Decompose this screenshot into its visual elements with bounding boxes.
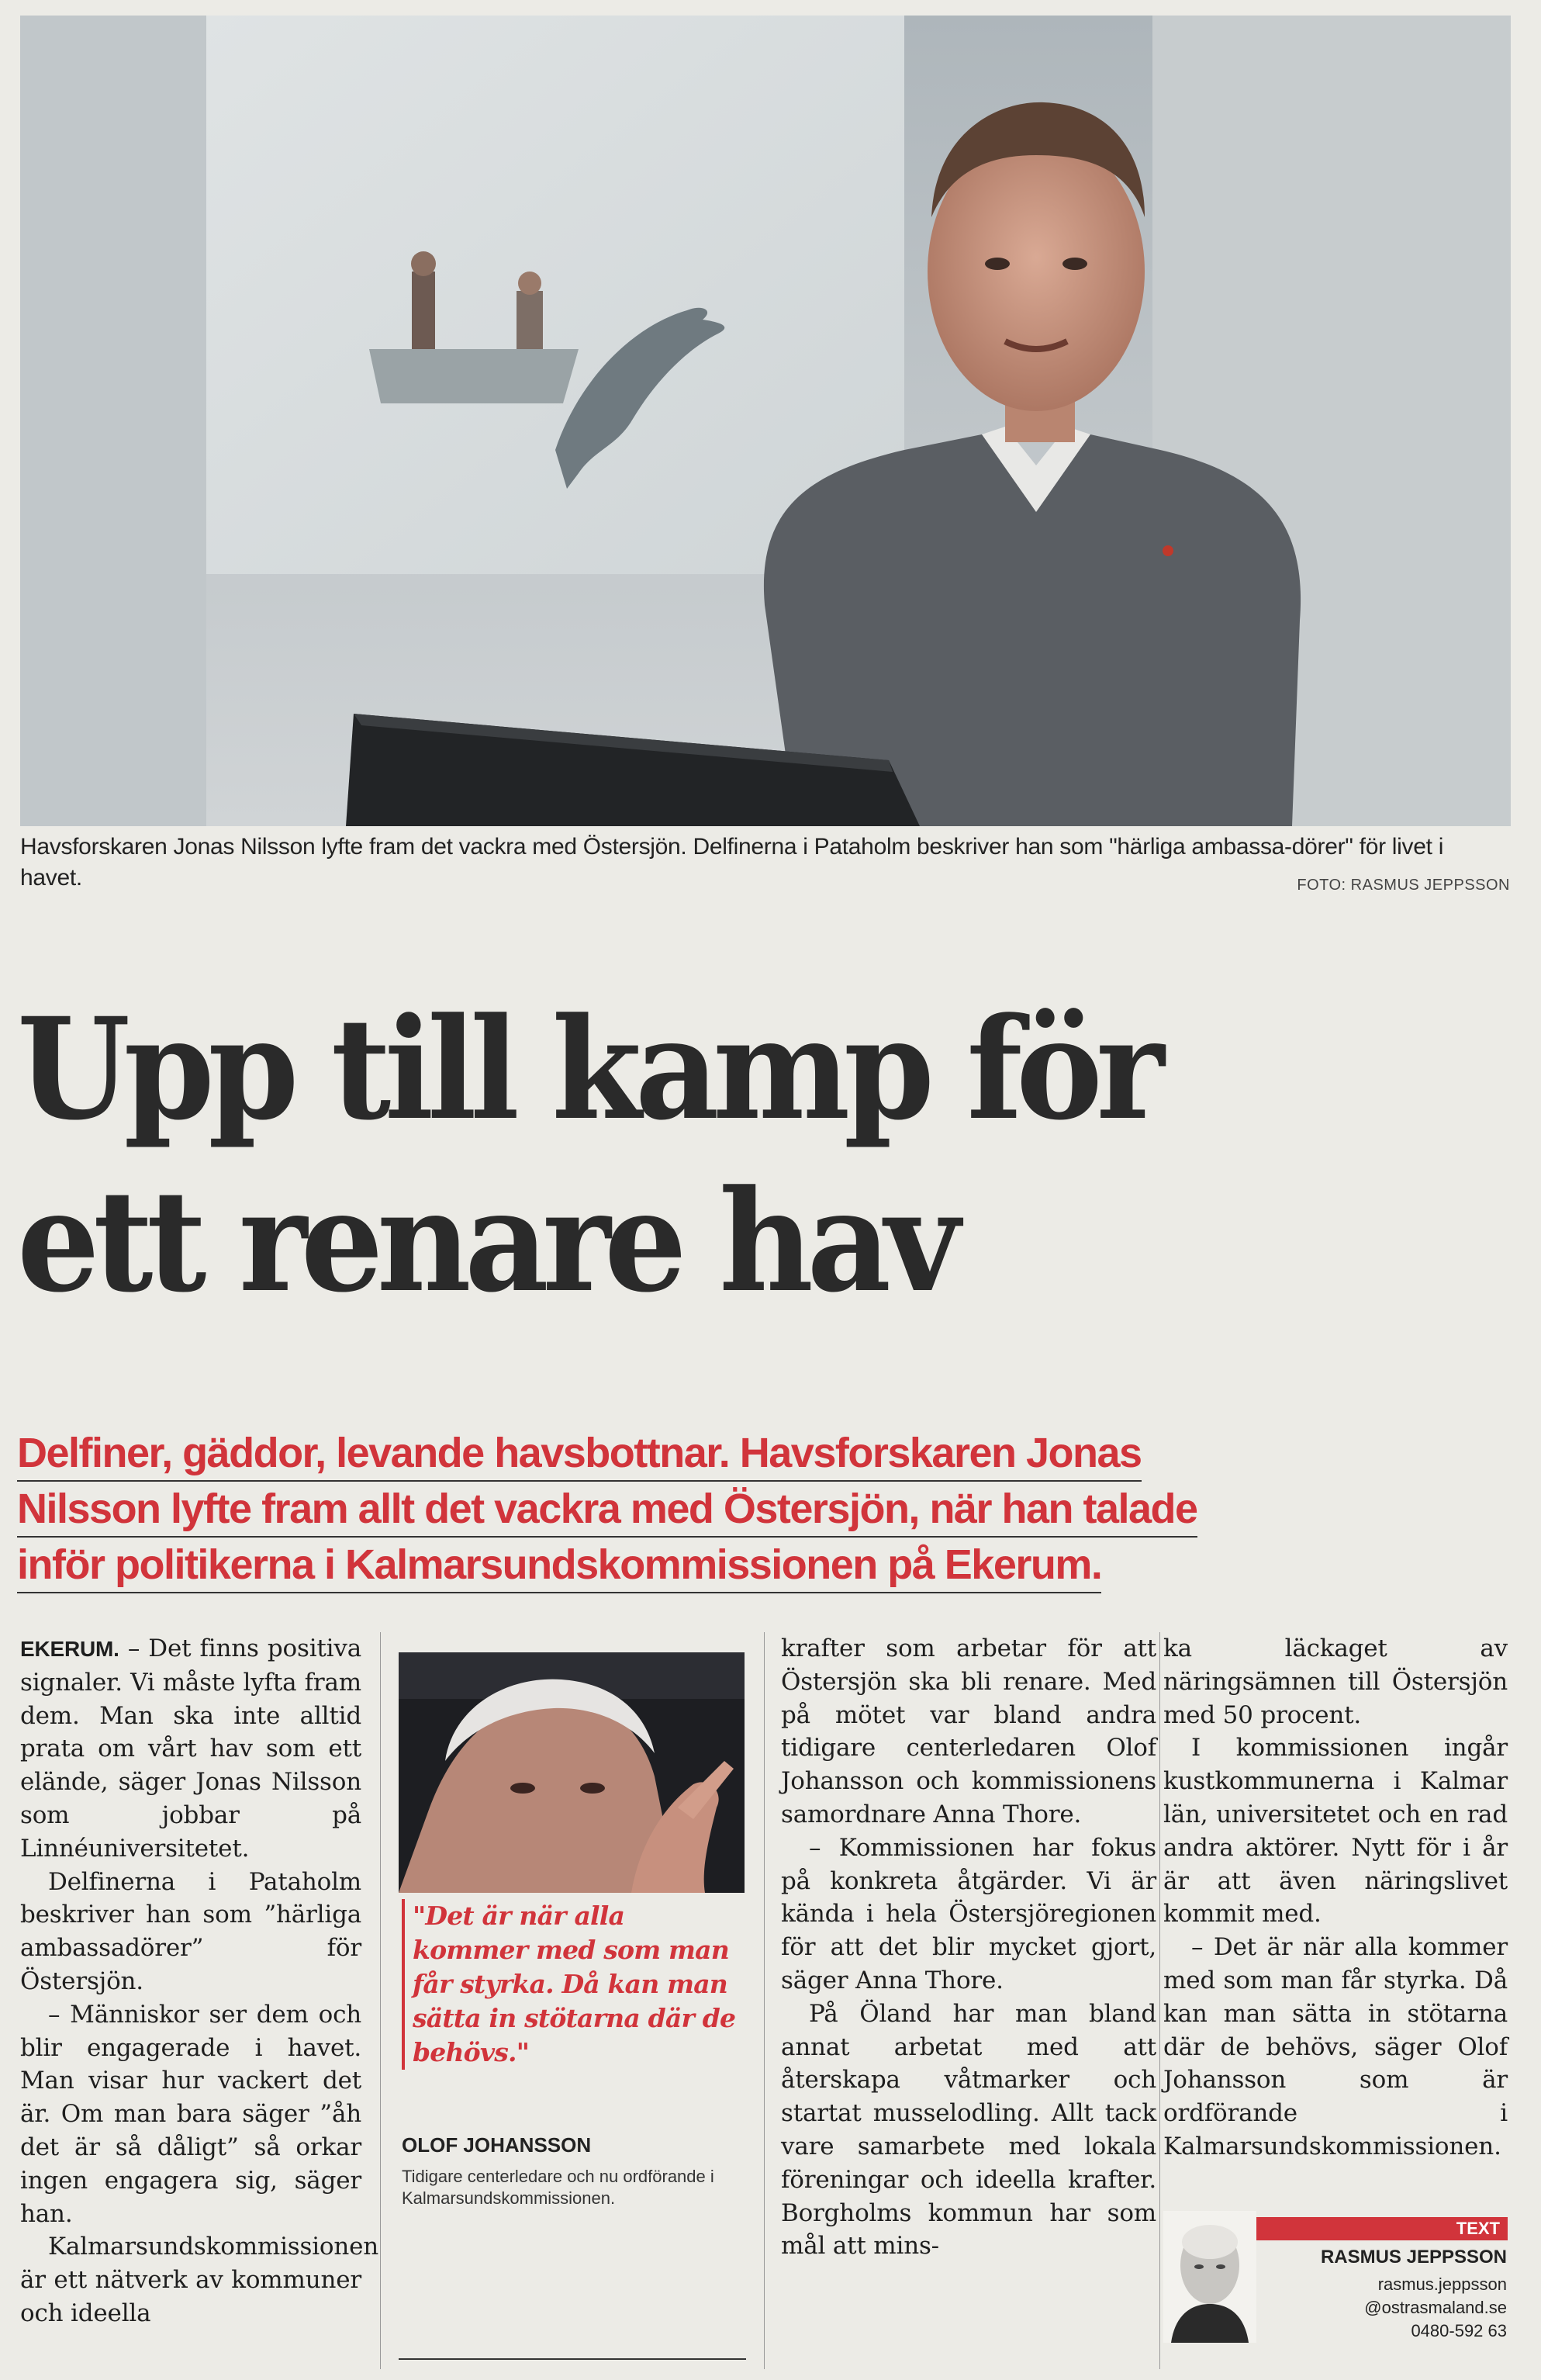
body-paragraph: EKERUM. – Det finns positiva signaler. Vi måste lyfta fram dem. Man ska inte alltid prata om vårt hav som ett elände, säger Jonas Nilsson som jobbar på Linnéuniversitetet. — [20, 1635, 361, 1863]
inset-photo — [399, 1652, 745, 1893]
headline-line-1: Upp till kamp för — [17, 988, 1159, 1151]
pull-quote-rule — [399, 2358, 746, 2360]
body-paragraph: – Det är när alla kommer med som man får styrka. Då kan man sätta in stötarna där de behövs, säger Olof Johansson som är ordförande i Kalmarsundskommissionen. — [1163, 1933, 1508, 2160]
body-paragraph: ka läckaget av näringsämnen till Östersjön med 50 procent. — [1163, 1635, 1508, 1729]
deck — [17, 1426, 1537, 1593]
deck-line-3: inför politikerna i Kalmarsundskommissionen på Ekerum. — [17, 1538, 1101, 1593]
body-column-3 — [781, 1632, 1156, 2263]
byline-portrait — [1163, 2211, 1256, 2343]
pull-quote-name: OLOF JOHANSSON — [402, 2133, 592, 2157]
body-paragraph: krafter som arbetar för att Östersjön ska bli renare. Med på mötet var bland andra tidigare centerledaren Olof Johansson och kommissionens samordnare Anna Thore. — [781, 1635, 1156, 1828]
main-photo — [20, 16, 1511, 826]
deck-line-2: Nilsson lyfte fram allt det vackra med Östersjön, när han talade — [17, 1482, 1197, 1538]
pull-quote-role: Tidigare centerledare och nu ordförande i Kalmarsundskommissionen. — [402, 2167, 714, 2208]
byline-phone: 0480-592 63 — [1411, 2321, 1507, 2340]
byline-tag: TEXT — [1256, 2217, 1508, 2240]
byline-email: rasmus.jeppsson — [1377, 2274, 1507, 2294]
photo-caption: Havsforskaren Jonas Nilsson lyfte fram det vackra med Östersjön. Delfinerna i Pataholm beskriver han som "härliga ambassa-dörer" för livet i havet. — [20, 834, 1444, 891]
body-paragraph: Kalmarsundskommissionen är ett nätverk av kommuner och ideella — [20, 2233, 379, 2327]
column-divider — [380, 1632, 381, 2369]
column-divider — [1159, 1632, 1160, 2369]
dateline: EKERUM. — [20, 1637, 119, 1661]
body-column-1 — [20, 1632, 379, 2330]
body-paragraph: Delfinerna i Pataholm beskriver han som ”härliga ambassadörer” för Östersjön. — [20, 1867, 361, 1995]
body-paragraph: På Öland har man bland annat arbetat med att återskapa våtmarker och startat musselodling. Allt tack vare samarbete med lokala föreningar och ideella krafter. Borgholms kommun har som mål att mins- — [781, 1999, 1156, 2261]
body-column-4 — [1163, 1632, 1508, 2164]
deck-line-1: Delfiner, gäddor, levande havsbottnar. Havsforskaren Jonas — [17, 1426, 1142, 1482]
headline-line-2: ett renare hav — [17, 1160, 954, 1323]
pull-quote: "Det är när alla kommer med som man får styrka. Då kan man sätta in stötarna där de behövs." — [402, 1899, 743, 2070]
body-paragraph: – Människor ser dem och blir engagerade i havet. Man visar hur vackert det är. Om man bara säger ”åh det är så dåligt” så orkar ingen engagera sig, säger han. — [20, 2000, 361, 2228]
photo-credit: FOTO: RASMUS JEPPSSON — [1297, 877, 1510, 894]
byline-email-domain: @ostrasmaland.se — [1364, 2298, 1507, 2317]
body-paragraph: I kommissionen ingår kustkommunerna i Kalmar län, universitetet och en rad andra aktörer. Nytt för i år är att även näringslivet kommit med. — [1163, 1734, 1508, 1929]
headline — [17, 984, 1387, 1328]
body-paragraph: – Kommissionen har fokus på konkreta åtgärder. Vi är kända i hela Östersjöregionen för att det blir mycket gjort, säger Anna Thore. — [781, 1833, 1156, 1994]
byline-name: RASMUS JEPPSSON — [1320, 2247, 1507, 2268]
column-divider — [764, 1632, 765, 2369]
